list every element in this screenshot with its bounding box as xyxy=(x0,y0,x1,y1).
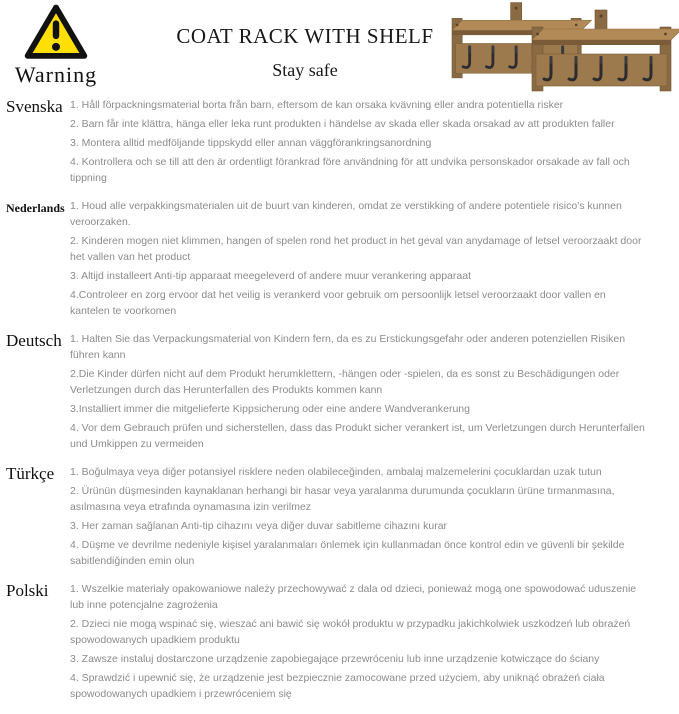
warning-item: 1. Håll förpackningsmaterial borta från barn, eftersom de kan orsaka kvävning eller andra potentiella risker xyxy=(70,99,564,111)
warning-triangle-icon xyxy=(18,3,94,61)
warning-item: 3. Altijd installeert Anti-tip apparaat meegeleverd of andere muur verankering apparaat xyxy=(70,270,471,282)
warning-list-nederlands xyxy=(70,198,648,322)
warning-item: 2. Dzieci nie mogą wspinać się, wieszać ani bawić się wokół produktu w przypadku jakichkolwiek uszkodzeń lub obrażeń spowodowanych upadkiem produktu xyxy=(70,618,631,646)
warning-sections xyxy=(6,97,672,714)
warning-item: 3. Her zaman sağlanan Anti-tip cihazını veya diğer duvar sabitleme cihazını kurar xyxy=(70,520,448,532)
warning-item: 4. Kontrollera och se till att den är ordentligt förankrad före användning för att undvika personskador orsakade av fall och tippning xyxy=(70,156,630,184)
warning-list-turkce xyxy=(70,464,648,572)
warning-item: 1. Boğulmaya veya diğer potansiyel risklere neden olabileceğinden, ambalaj malzemelerini çocuklardan uzak tutun xyxy=(70,466,602,478)
warning-item: 1. Houd alle verpakkingsmaterialen uit de buurt van kinderen, omdat ze verstikking of andere potentiele risico's kunnen veroorzaken. xyxy=(70,200,622,228)
warning-item: 4. Sprawdzić i upewnić się, że urządzenie jest bezpiecznie zamocowane przed użyciem, aby uniknąć obrażeń ciała spowodowanych upadkiem i przewróceniem się xyxy=(70,672,605,700)
warning-item: 3.Installiert immer die mitgelieferte Kippsicherung oder eine andere Wandverankerung xyxy=(70,403,470,415)
warning-item: 1. Halten Sie das Verpackungsmaterial von Kindern fern, da es zu Erstickungsgefahr oder anderen potenziellen Risiken führen kann xyxy=(70,333,626,361)
language-label-nederlands: Nederlands xyxy=(6,201,65,215)
warning-item: 3. Zawsze instaluj dostarczone urządzenie zapobiegające przewróceniu lub inne urządzenie kotwiczące do ściany xyxy=(70,653,600,665)
warning-label: Warning xyxy=(14,62,98,87)
page-subtitle: Stay safe xyxy=(272,60,338,80)
warning-item: 2.Die Kinder dürfen nicht auf dem Produkt herumklettern, -hängen oder -spielen, da es sonst zu Beschädigungen oder Verletzungen durch das Herunterfallen des Produkts kommen kann xyxy=(70,368,620,396)
warning-item: 4. Düşme ve devrilme nedeniyle kişisel yaralanmaları önlemek için kullanmadan önce kontrol edin ve güvenli bir şekilde sabitlendiğinden emin olun xyxy=(70,539,625,567)
warning-list-polski xyxy=(70,581,648,705)
warning-item: 4.Controleer en zorg ervoor dat het veilig is verankerd voor gebruik om persoonlijk letsel veroorzaakt door vallen en kantelen te voorkomen xyxy=(70,289,606,317)
section-turkce xyxy=(6,464,672,572)
warning-list-deutsch xyxy=(70,331,648,455)
warning-item: 1. Wszelkie materiały opakowaniowe należy przechowywać z dala od dzieci, ponieważ mogą one spowodować uduszenie lub inne potencjalne zagrożenia xyxy=(70,583,637,611)
warning-item: 4. Vor dem Gebrauch prüfen und sicherstellen, dass das Produkt sicher verankert ist, um Verletzungen durch Herunterfallen und Umkippen zu vermeiden xyxy=(70,422,645,450)
warning-item: 2. Barn får inte klättra, hänga eller leka runt produkten i händelse av skada eller skada orsakad av att produkten faller xyxy=(70,118,615,130)
coat-rack-product-image xyxy=(450,0,678,96)
section-deutsch xyxy=(6,331,672,455)
title-block xyxy=(140,24,470,81)
language-label-deutsch: Deutsch xyxy=(6,331,62,350)
warning-item: 2. Ürünün düşmesinden kaynaklanan herhangi bir hasar veya yaralanma durumunda çocukların ürüne tırmanmasına, asılmasına veya etrafında oynamasına izin verilmez xyxy=(70,485,615,513)
warning-item: 2. Kinderen mogen niet klimmen, hangen of spelen rond het product in het geval van anydamage of letsel veroorzaakt door het vallen van het product xyxy=(70,235,642,263)
language-label-polski: Polski xyxy=(6,581,49,600)
warning-list-svenska xyxy=(70,97,648,189)
section-svenska xyxy=(6,97,672,189)
section-polski xyxy=(6,581,672,705)
language-label-turkce: Türkçe xyxy=(6,464,55,483)
warning-block xyxy=(2,3,110,88)
page-title: COAT RACK WITH SHELF xyxy=(176,24,434,48)
section-nederlands xyxy=(6,198,672,322)
language-label-svenska: Svenska xyxy=(6,97,63,116)
warning-item: 3. Montera alltid medföljande tippskydd eller annan väggförankringsanordning xyxy=(70,137,432,149)
